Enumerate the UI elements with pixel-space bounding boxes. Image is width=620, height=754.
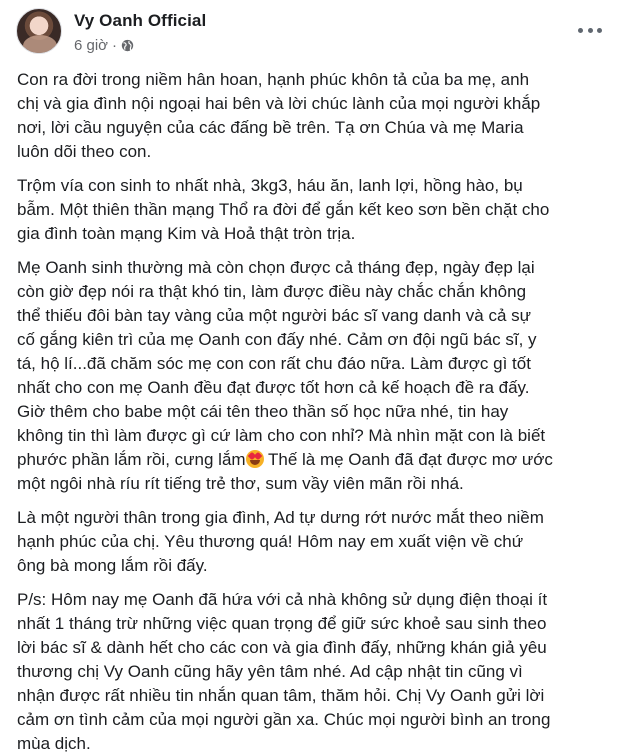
post-paragraph-3-text-a: Mẹ Oanh sinh thường mà còn chọn được cả tháng đẹp, ngày đẹp lại còn giờ đẹp nói ra thật khó tin, làm được điều này chắc chắn không thể thiếu đôi bàn tay vàng của một người bác sĩ vang danh và cả sự cố gắng kiên trì của mẹ Oanh con đấy nhé. Cảm ơn đội ngũ bác sĩ, y tá, hộ lí...đã chăm sóc mẹ con con rất chu đáo nữa. Làm được gì tốt nhất cho con mẹ Oanh đều đạt được tốt hơn cả kế hoạch đề ra đấy. Giờ thêm cho babe một cái tên theo thần số học nữa nhé, tin hay không tin thì làm được gì cứ làm cho con nhỉ? Mà nhìn mặt con là biết phước phần lắm rồi, cưng lắm [17, 258, 546, 469]
post-meta [74, 37, 134, 54]
post-paragraph-3-text-b: Thế là mẹ Oanh đã đạt được mơ ước một ngôi nhà ríu rít tiếng trẻ thơ, sum vầy viên mãn rồi nhá. [17, 450, 553, 493]
globe-icon[interactable] [121, 39, 134, 52]
post-time[interactable]: 6 giờ [74, 37, 109, 54]
post-paragraph-5: P/s: Hôm nay mẹ Oanh đã hứa với cả nhà không sử dụng điện thoại ít nhất 1 tháng trừ những việc quan trọng để giữ sức khoẻ sau sinh theo lời bác sĩ & dành hết cho các con và gia đình đấy, những khán giả yêu thương chị Vy Oanh cũng hãy yên tâm nhé. Ad cập nhật tin cũng vì nhận được rất nhiều tin nhắn quan tâm, thăm hỏi. Chị Vy Oanh gửi lời cảm ơn tình cảm của mọi người gần xa. Chúc mọi người bình an trong mùa dịch. [17, 590, 551, 753]
post-body [17, 68, 607, 754]
avatar[interactable] [16, 8, 62, 54]
post-paragraph-3 [17, 256, 607, 496]
post-paragraph-1: Con ra đời trong niềm hân hoan, hạnh phúc khôn tả của ba mẹ, anh chị và gia đình nội ngoại hai bên và lời chúc lành của mọi người khắp nơi, lời cầu nguyện của các đấng bề trên. Tạ ơn Chúa và mẹ Maria luôn dõi theo con. [17, 70, 541, 161]
heart-eyes-emoji-icon [246, 450, 264, 468]
post-paragraph-4: Là một người thân trong gia đình, Ad tự dưng rớt nước mắt theo niềm hạnh phúc của chị. Yêu thương quá! Hôm nay em xuất viện về chứ ông bà mong lắm rồi đấy. [17, 508, 544, 575]
post-paragraph-2: Trộm vía con sinh to nhất nhà, 3kg3, háu ăn, lanh lợi, hồng hào, bụ bẫm. Một thiên thần mạng Thổ ra đời để gắn kết keo sơn bền chặt cho gia đình toàn mạng Kim và Hoả thật tròn trịa. [17, 176, 550, 243]
more-options-icon[interactable] [578, 24, 602, 36]
post-header [0, 0, 620, 68]
meta-separator: · [112, 37, 118, 54]
author-name[interactable]: Vy Oanh Official [74, 11, 207, 30]
